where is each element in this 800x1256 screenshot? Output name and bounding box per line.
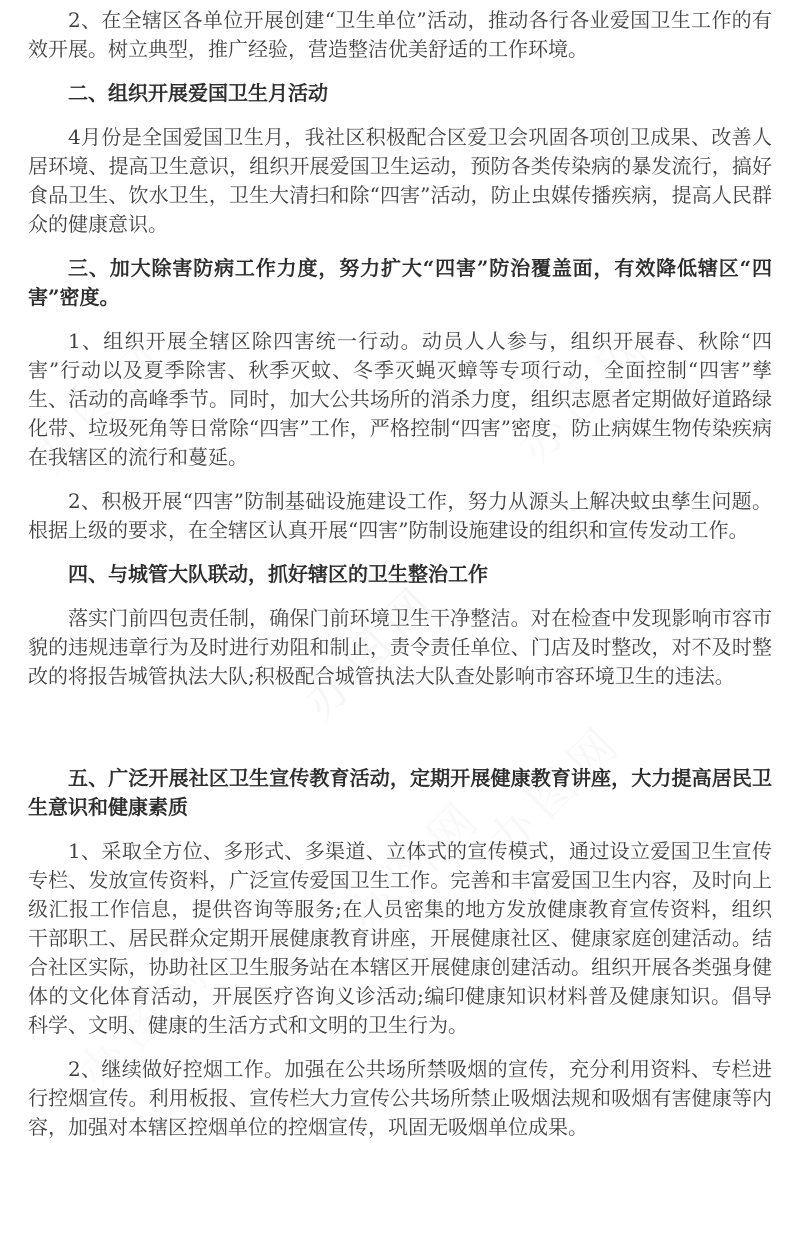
section-heading: 二、组织开展爱国卫生月活动 xyxy=(68,81,328,105)
paragraph: 2、继续做好控烟工作。加强在公共场所禁吸烟的宣传，充分利用资料、专栏进行控烟宣传。利用板报、宣传栏大力宣传公共场所禁止吸烟法规和吸烟有害健康等内容，加强对本辖区控烟单位的控烟宣传，巩固无吸烟单位成果。 xyxy=(28,1057,772,1139)
section-heading: 五、广泛开展社区卫生宣传教育活动，定期开展健康教育讲座，大力提高居民卫生意识和健康素质 xyxy=(28,766,772,819)
paragraph: 1、组织开展全辖区除四害统一行动。动员人人参与，组织开展春、秋除“四害”行动以及夏季除害、秋季灭蚊、冬季灭蝇灭蟑等专项行动，全面控制“四害”孳生、活动的高峰季节。同时，加大公共场所的消杀力度，组织志愿者定期做好道路绿化带、垃圾死角等日常除“四害”工作，严格控制“四害”密度，防止病媒生物传染疾病在我辖区的流行和蔓延。 xyxy=(28,329,772,469)
section-heading: 四、与城管大队联动，抓好辖区的卫生整治工作 xyxy=(68,562,488,586)
paragraph: 落实门前四包责任制，确保门前环境卫生干净整洁。对在检查中发现影响市容市貌的违规违章行为及时进行劝阻和制止，责令责任单位、门店及时整改，对不及时整改的将报告城管执法大队;积极配合城管执法大队查处影响市容环境卫生的违法。 xyxy=(28,606,772,688)
section-gap xyxy=(28,706,772,764)
watermark: 办图网 xyxy=(477,711,635,869)
section-heading: 三、加大除害防病工作力度，努力扩大“四害”防治覆盖面，有效降低辖区“四害”密度。 xyxy=(28,256,772,309)
paragraph: 4月份是全国爱国卫生月，我社区积极配合区爱卫会巩固各项创卫成果、改善人居环境、提高卫生意识，组织开展爱国卫生运动，预防各类传染病的暴发流行，搞好食品卫生、饮水卫生，卫生大清扫和除“四害”活动，防止虫媒传播疾病，提高人民群众的健康意识。 xyxy=(28,125,772,236)
paragraph: 1、采取全方位、多形式、多渠道、立体式的宣传模式，通过设立爱国卫生宣传专栏、发放宣传资料，广泛宣传爱国卫生工作。完善和丰富爱国卫生内容，及时向上级汇报工作信息，提供咨询等服务;在人员密集的地方发放健康教育宣传资料，组织干部职工、居民群众定期开展健康教育讲座，开展健康社区、健康家庭创建活动。结合社区实际，协助社区卫生服务站在本辖区开展健康创建活动。组织开展各类强身健体的文化体育活动，开展医疗咨询义诊活动;编印健康知识材料普及健康知识。倡导科学、文明、健康的生活方式和文明的卫生行为。 xyxy=(28,839,772,1037)
paragraph: 2、积极开展“四害”防制基础设施建设工作，努力从源头上解决蚊虫孳生问题。根据上级的要求，在全辖区认真开展“四害”防制设施建设的组织和宣传发动工作。 xyxy=(28,489,772,542)
watermark: 办图网 xyxy=(292,571,450,729)
paragraph: 2、在全辖区各单位开展创建“卫生单位”活动，推动各行各业爱国卫生工作的有效开展。树立典型，推广经验，营造整洁优美舒适的工作环境。 xyxy=(28,8,772,61)
